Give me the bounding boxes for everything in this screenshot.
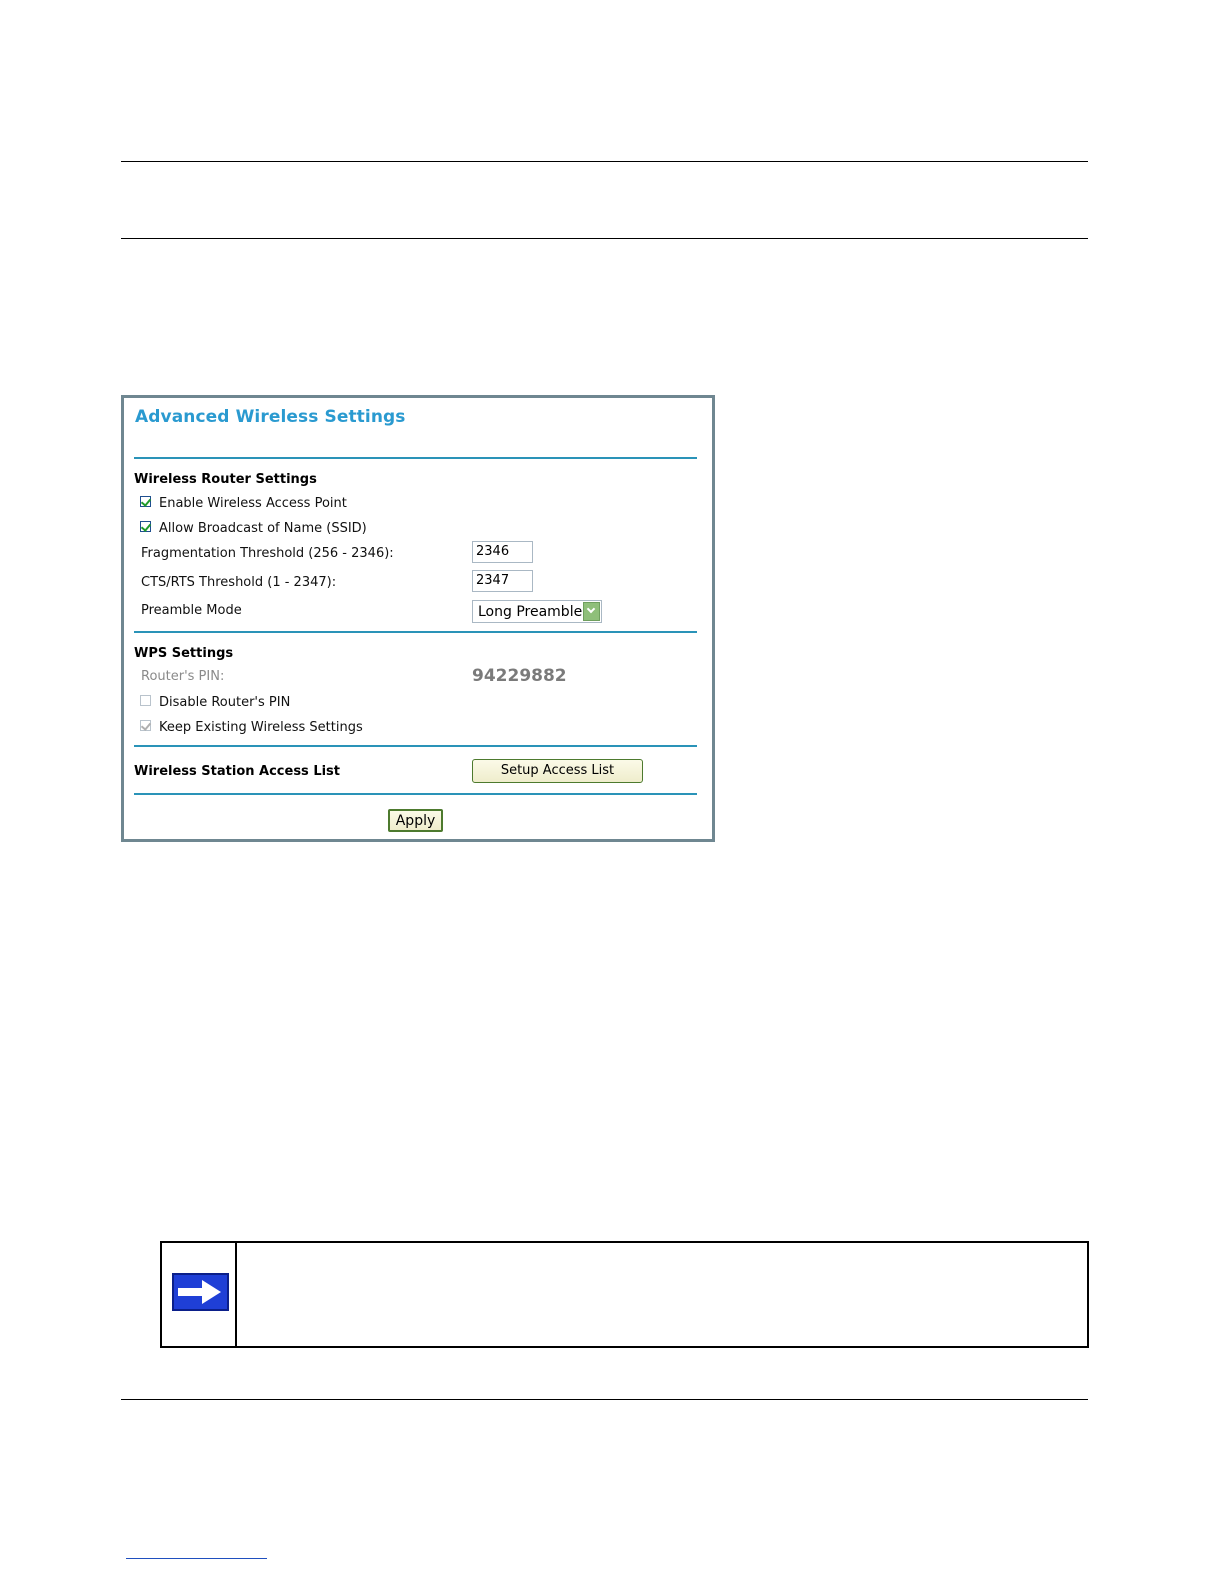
disable-router-pin-checkbox[interactable] [140,695,151,706]
fragmentation-threshold-input[interactable]: 2346 [472,541,533,563]
broadcast-ssid-checkbox[interactable] [140,521,151,532]
fragmentation-threshold-label: Fragmentation Threshold (256 - 2346): [141,546,394,561]
page-title: Advanced Wireless Settings [135,407,406,427]
preamble-mode-label: Preamble Mode [141,603,242,618]
enable-access-point-checkbox[interactable] [140,496,151,507]
access-list-heading: Wireless Station Access List [134,764,341,779]
note-box [160,1241,1089,1348]
preamble-mode-select[interactable] [472,600,602,623]
router-settings-heading: Wireless Router Settings [134,472,317,487]
enable-access-point-label: Enable Wireless Access Point [159,496,347,511]
cts-rts-threshold-input[interactable]: 2347 [472,570,533,592]
header-rule-bottom [121,238,1088,239]
advanced-wireless-settings-panel [121,395,715,842]
footer-rule [121,1399,1088,1400]
header-rule-top [121,161,1088,162]
preamble-mode-value: Long Preamble [478,604,583,620]
section-divider [134,745,697,747]
footer-link-underline[interactable] [126,1558,267,1559]
router-pin-label: Router's PIN: [141,669,225,684]
arrow-right-icon [172,1273,229,1315]
keep-existing-settings-label: Keep Existing Wireless Settings [159,720,363,735]
broadcast-ssid-label: Allow Broadcast of Name (SSID) [159,521,367,536]
apply-button[interactable]: Apply [388,809,443,832]
chevron-down-icon[interactable] [583,602,600,621]
section-divider [134,457,697,459]
note-divider [235,1243,237,1346]
router-pin-value: 94229882 [472,666,567,686]
wps-settings-heading: WPS Settings [134,646,234,661]
setup-access-list-button[interactable]: Setup Access List [472,759,643,783]
disable-router-pin-label: Disable Router's PIN [159,695,291,710]
section-divider [134,793,697,795]
keep-existing-settings-checkbox [140,720,151,731]
cts-rts-threshold-label: CTS/RTS Threshold (1 - 2347): [141,575,337,590]
section-divider [134,631,697,633]
